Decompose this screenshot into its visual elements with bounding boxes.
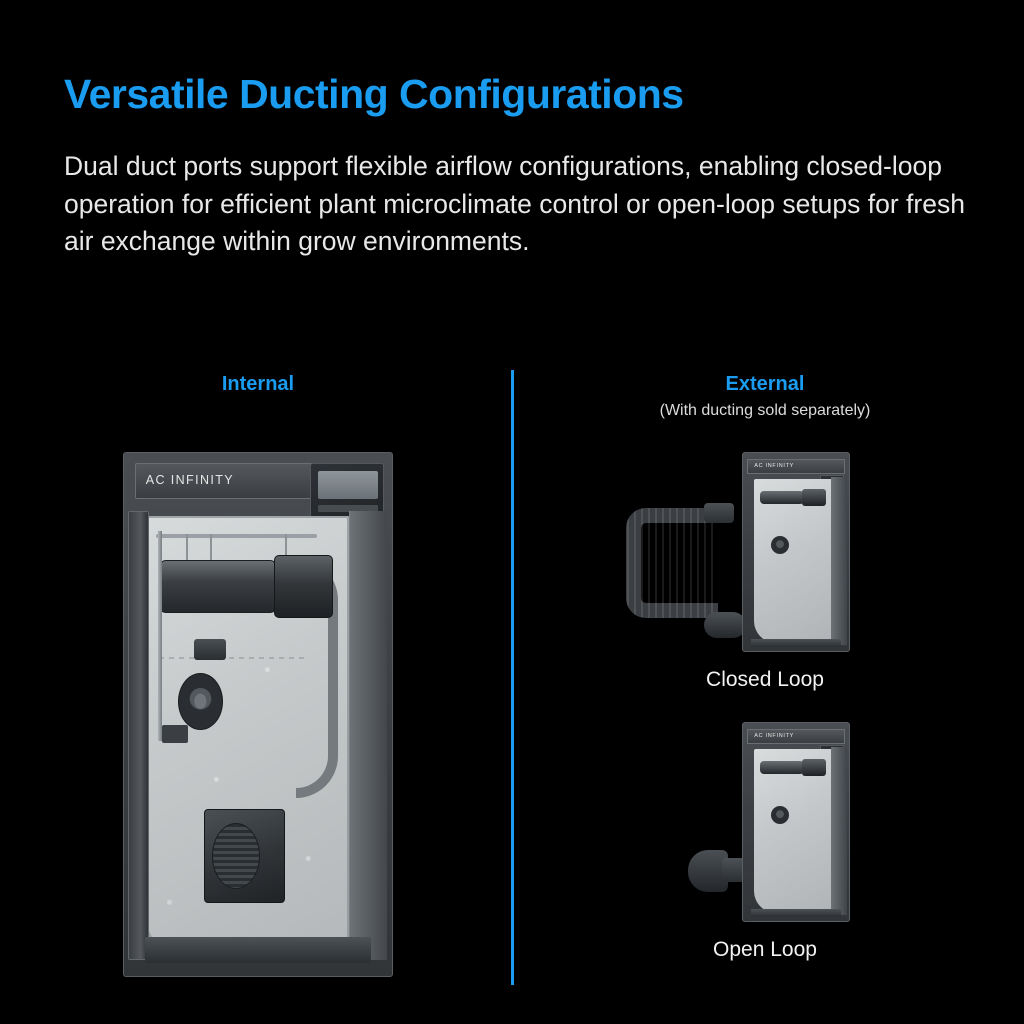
mini-tent-top-bar: [747, 729, 845, 744]
mini-tent-side-wall: [831, 747, 847, 915]
grow-tent-internal-illustration: [123, 452, 393, 977]
column-heading-internal: Internal: [221, 373, 295, 395]
open-loop-ducting: [688, 840, 750, 902]
page-description: Dual duct ports support flexible airflow configurations, enabling closed-loop operation for efficient plant microclimate control or open-loop setups for fresh air exchange within grow environments.: [64, 151, 965, 257]
inline-duct-fan: [274, 555, 333, 618]
column-note-external: (With ducting sold separately): [659, 402, 871, 419]
mini-tent-top-bar: [747, 459, 845, 474]
mini-inline-duct-fan: [802, 759, 825, 777]
mini-tent-side-wall: [831, 477, 847, 645]
caption-closed-loop: Closed Loop: [706, 668, 824, 691]
mini-clip-fan: [771, 536, 789, 554]
mini-inline-duct-fan: [802, 489, 825, 507]
carbon-filter: [159, 560, 277, 612]
clip-fan: [178, 673, 224, 731]
duct-collar-bottom: [704, 612, 746, 638]
mini-tent-floor-tray: [751, 909, 840, 917]
tent-side-wall: [349, 511, 387, 961]
closed-loop-ducting: [626, 508, 750, 640]
trellis-net: [159, 657, 309, 659]
duct-collar-top: [704, 503, 734, 523]
tent-floor-tray: [145, 937, 370, 963]
duct-hose-ribs: [626, 508, 718, 618]
clip-fan-arm: [162, 725, 189, 743]
sensor-probe-box: [194, 639, 226, 660]
mini-tent-floor-tray: [751, 639, 840, 647]
brand-label: AC INFINITY: [145, 473, 235, 488]
vertical-divider: [511, 370, 514, 985]
page-title: Versatile Ducting Configurations: [64, 71, 684, 117]
clip-fan-pole: [158, 531, 162, 740]
controller-screen: [318, 471, 378, 499]
mini-clip-fan: [771, 806, 789, 824]
caption-open-loop: Open Loop: [713, 938, 817, 961]
grow-tent-closed-loop-illustration: [742, 452, 850, 652]
tent-door-flap: [128, 511, 149, 961]
tent-top-rail: [156, 534, 317, 538]
mini-carbon-filter: [760, 761, 805, 775]
mini-brand-label: AC INFINITY: [754, 462, 795, 469]
dehumidifier-unit: [204, 809, 284, 903]
dehumidifier-grille: [212, 823, 261, 889]
mini-carbon-filter: [760, 491, 805, 505]
column-heading-external: External: [725, 373, 805, 395]
mini-brand-label: AC INFINITY: [754, 732, 795, 739]
grow-tent-open-loop-illustration: [742, 722, 850, 922]
